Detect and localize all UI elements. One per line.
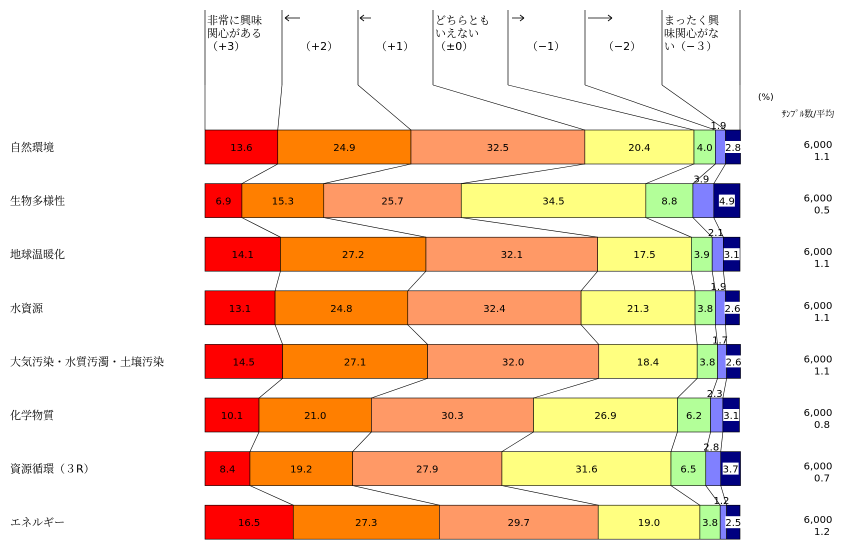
connector-line (677, 378, 697, 398)
legend-leader-line (358, 85, 411, 130)
data-label: 2.8 (703, 442, 720, 454)
data-label: 3.7 (722, 464, 739, 476)
legend-label: （±0） (435, 40, 474, 53)
data-label: 34.5 (542, 196, 565, 208)
data-label: 1.7 (712, 335, 729, 347)
bar-segment (711, 398, 723, 432)
legend-label: まったく興 (664, 14, 719, 27)
data-label: 2.3 (706, 389, 723, 400)
data-label: 2.8 (725, 143, 741, 154)
data-label: 3.1 (723, 411, 740, 422)
legend-label: 味関心がな (664, 27, 719, 40)
data-label: 19.0 (637, 518, 661, 530)
connector-line (581, 325, 599, 345)
data-label: 1.2 (713, 496, 730, 508)
legend-leader-line (508, 85, 694, 130)
average-value: 1.1 (814, 366, 830, 378)
sample-size: 6,000 (803, 408, 833, 419)
data-label: 31.6 (575, 464, 598, 476)
connector-line (461, 164, 585, 184)
connector-line (408, 271, 426, 291)
legend-label: い（−３） (664, 40, 718, 53)
data-label: 20.4 (628, 143, 651, 154)
average-value: 0.5 (814, 205, 830, 217)
data-label: 25.7 (381, 196, 404, 208)
data-label: 17.5 (633, 250, 656, 262)
average-value: 1.1 (814, 152, 830, 163)
data-label: 2.6 (724, 303, 741, 315)
connector-line (646, 164, 694, 184)
connector-line (723, 378, 727, 398)
data-label: 3.9 (693, 174, 710, 186)
legend-leader-line (585, 85, 715, 130)
sample-size: 6,000 (803, 247, 833, 259)
connector-line (533, 378, 598, 398)
data-label: 24.9 (333, 143, 356, 154)
legend-label: （+3） (207, 40, 246, 53)
data-label: 21.0 (304, 411, 327, 422)
data-label: 21.3 (626, 303, 650, 315)
sample-size-header: ｻﾝﾌﾟﾙ数/平均 (781, 110, 835, 120)
sample-size: 6,000 (803, 140, 833, 151)
data-label: 4.0 (696, 143, 713, 154)
connector-line (695, 325, 697, 345)
data-label: 8.4 (219, 464, 236, 476)
data-label: 13.6 (230, 143, 253, 154)
data-label: 32.0 (502, 357, 525, 369)
sample-size: 6,000 (803, 461, 833, 473)
sample-size: 6,000 (803, 193, 833, 205)
legend-label: （+1） (375, 40, 415, 53)
connector-line (721, 432, 723, 452)
legend-label: （−2） (602, 40, 642, 53)
bar-segment (693, 184, 714, 218)
data-label: 29.7 (507, 518, 530, 530)
legend-label: どちらとも (435, 14, 490, 27)
bar-segment (712, 237, 723, 271)
connector-line (353, 486, 440, 506)
data-label: 27.3 (355, 518, 378, 530)
data-label: 8.8 (661, 196, 678, 208)
data-label: 13.1 (228, 303, 252, 315)
data-label: 2.5 (725, 518, 742, 530)
category-label: 水資源 (10, 301, 43, 315)
data-label: 1.9 (710, 121, 727, 132)
data-label: 3.8 (697, 303, 714, 315)
data-label: 24.8 (330, 303, 353, 315)
legend-label: いえない (435, 27, 479, 40)
connector-line (461, 218, 597, 238)
legend-header (205, 10, 740, 130)
percent-unit-label: (%) (758, 93, 774, 103)
data-label: 19.2 (290, 464, 313, 476)
legend-label: （+2） (299, 40, 339, 53)
sample-size: 6,000 (803, 515, 833, 527)
category-label: 資源循環（３R） (10, 462, 95, 476)
data-label: 27.1 (343, 357, 367, 369)
legend-leader-line (433, 85, 585, 130)
average-value: 1.2 (814, 527, 830, 539)
legend-leader-line (278, 85, 282, 130)
connector-line (408, 325, 428, 345)
data-label: 6.9 (215, 196, 232, 208)
data-label: 10.1 (220, 411, 244, 422)
average-value: 1.1 (814, 312, 830, 324)
legend-label: 関心がある (207, 27, 262, 40)
connector-line (691, 271, 695, 291)
data-label: 26.9 (594, 411, 617, 422)
data-label: 32.1 (500, 250, 523, 262)
connector-line (502, 432, 534, 452)
category-label: 大気汚染・水質汚濁・土壌汚染 (10, 355, 164, 369)
data-label: 3.9 (693, 250, 710, 262)
category-label: 生物多様性 (10, 194, 65, 208)
connector-line (275, 271, 280, 291)
sample-size: 6,000 (803, 354, 833, 366)
data-label: 32.5 (486, 143, 510, 154)
data-label: 27.9 (416, 464, 439, 476)
category-label: エネルギー (10, 516, 65, 530)
data-label: 2.1 (707, 228, 724, 240)
connector-line (671, 432, 677, 452)
bar-segment (706, 452, 721, 486)
connector-line (242, 164, 278, 184)
connector-line (242, 218, 281, 238)
category-label: 化学物質 (10, 409, 54, 422)
data-label: 15.3 (271, 196, 294, 208)
data-label: 3.1 (723, 250, 740, 262)
data-label: 14.5 (232, 357, 255, 369)
data-label: 14.1 (231, 250, 254, 262)
connector-line (581, 271, 598, 291)
connector-line (259, 378, 283, 398)
connector-line (250, 486, 293, 506)
category-label: 自然環境 (10, 141, 54, 154)
data-label: 6.2 (686, 411, 702, 422)
category-label: 地球温暖化 (10, 248, 65, 262)
data-label: 16.5 (238, 518, 261, 530)
data-label: 27.2 (342, 250, 365, 262)
connector-line (353, 432, 372, 452)
data-label: 30.3 (441, 411, 464, 422)
connector-line (714, 164, 726, 184)
average-value: 0.8 (814, 420, 830, 431)
connector-line (371, 378, 427, 398)
bar-segment (715, 130, 725, 164)
legend-label: （−1） (526, 40, 566, 53)
sample-size: 6,000 (803, 300, 833, 312)
connector-line (671, 486, 700, 506)
data-label: 3.8 (699, 357, 716, 369)
bars (205, 130, 741, 539)
data-label: 4.9 (718, 196, 735, 208)
data-label: 2.6 (725, 357, 742, 369)
average-value: 1.1 (814, 259, 830, 271)
connector-line (646, 218, 691, 238)
data-label: 6.5 (680, 464, 697, 476)
legend-label: 非常に興味 (207, 14, 262, 27)
connector-line (502, 486, 598, 506)
data-label: 32.4 (483, 303, 506, 315)
average-value: 0.7 (814, 473, 830, 485)
connector-line (324, 218, 426, 238)
connector-line (275, 325, 282, 345)
connector-line (250, 432, 259, 452)
data-label: 3.8 (702, 518, 718, 530)
connector-line (324, 164, 411, 184)
data-label: 1.9 (710, 281, 727, 293)
data-label: 18.4 (636, 357, 660, 369)
